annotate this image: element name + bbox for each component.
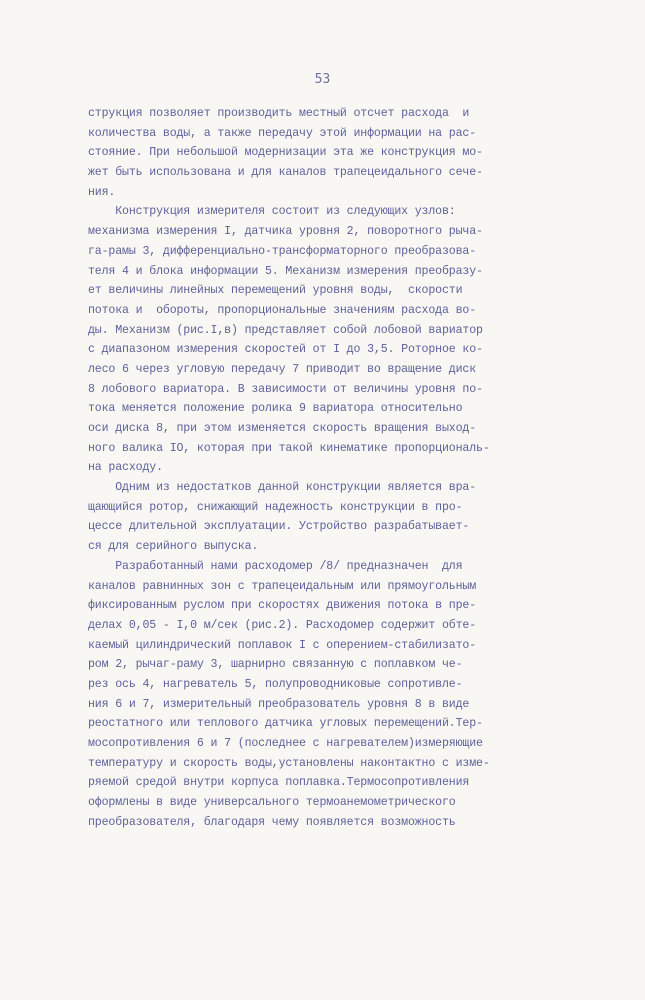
text-line: лесо 6 через угловую передачу 7 приводит во вращение диск [88, 362, 477, 376]
text-line: струкция позволяет производить местный отсчет расхода и [88, 107, 470, 120]
text-line: ды. Механизм (рис.I,в) представляет собой лобовой вариатор [88, 323, 483, 337]
text-line: цессе длительной эксплуатации. Устройство разрабатывает- [88, 520, 470, 534]
text-line: делах 0,05 - I,0 м/сек (рис.2). Расходомер содержит обте- [88, 618, 477, 632]
text-line: теля 4 и блока информации 5. Механизм измерения преобразу- [88, 264, 483, 278]
text-line: оформлены в виде универсального термоанемометрического [88, 796, 456, 810]
text-line: количества воды, а также передачу этой информации на рас- [88, 126, 477, 140]
text-line: мосопротивления 6 и 7 (последнее с нагревателем)измеряющие [88, 737, 483, 750]
text-line: Разработанный нами расходомер /8/ предназначен для [88, 559, 463, 573]
text-line: на расходу. [88, 461, 163, 475]
text-line: фиксированным руслом при скоростях движения потока в пре- [88, 599, 477, 613]
text-line: рез ось 4, нагреватель 5, полупроводниковые сопротивле- [88, 677, 463, 691]
text-line: стояние. При небольшой модернизации эта же конструкция мо- [88, 146, 483, 160]
page-number: 53 [314, 72, 331, 87]
text-line: ряемой средой внутри корпуса поплавка.Термосопротивления [88, 776, 470, 790]
text-line: температуру и скорость воды,установлены наконтактно с изме- [88, 756, 490, 770]
text-line: Одним из недостатков данной конструкции является вра- [88, 481, 477, 495]
text-line: Конструкция измерителя состоит из следующих узлов: [88, 205, 456, 219]
text-line: ния 6 и 7, измерительный преобразователь уровня 8 в виде [88, 697, 470, 711]
text-line: с диапазоном измерения скоростей от I до 3,5. Роторное ко- [88, 343, 483, 357]
text-line: каналов равнинных зон с трапецеидальным или прямоугольным [88, 579, 477, 593]
text-line: ром 2, рычаг-раму 3, шарнирно связанную с поплавком че- [88, 658, 463, 672]
text-line: ет величины линейных перемещений уровня воды, скорости [88, 284, 463, 298]
text-line: ния. [88, 185, 116, 199]
text-line: каемый цилиндрический поплавок I с оперением-стабилизато- [88, 638, 477, 652]
text-line: 8 лобового вариатора. В зависимости от величины уровня по- [88, 382, 483, 396]
text-line: га-рамы 3, дифференциально-трансформаторного преобразова- [88, 244, 477, 258]
text-line: ся для серийного выпуска. [88, 540, 259, 554]
text-line: преобразователя, благодаря чему появляется возможность [88, 815, 456, 829]
text-line: реостатного или теплового датчика угловых перемещений.Тер- [88, 717, 483, 731]
text-line: механизма измерения I, датчика уровня 2, поворотного рыча- [88, 225, 483, 239]
body-text [88, 104, 558, 832]
text-line: оси диска 8, при этом изменяется скорость вращения выход- [88, 422, 477, 435]
text-line: щающийся ротор, снижающий надежность конструкции в про- [88, 500, 463, 514]
text-line: жет быть использована и для каналов трапецеидального сече- [88, 166, 483, 180]
text-line: тока меняется положение ролика 9 вариатора относительно [88, 402, 463, 416]
text-line: потока и обороты, пропорциональные значениям расхода во- [88, 303, 477, 317]
text-line: ного валика IO, которая при такой кинематике пропорциональ- [88, 441, 490, 455]
